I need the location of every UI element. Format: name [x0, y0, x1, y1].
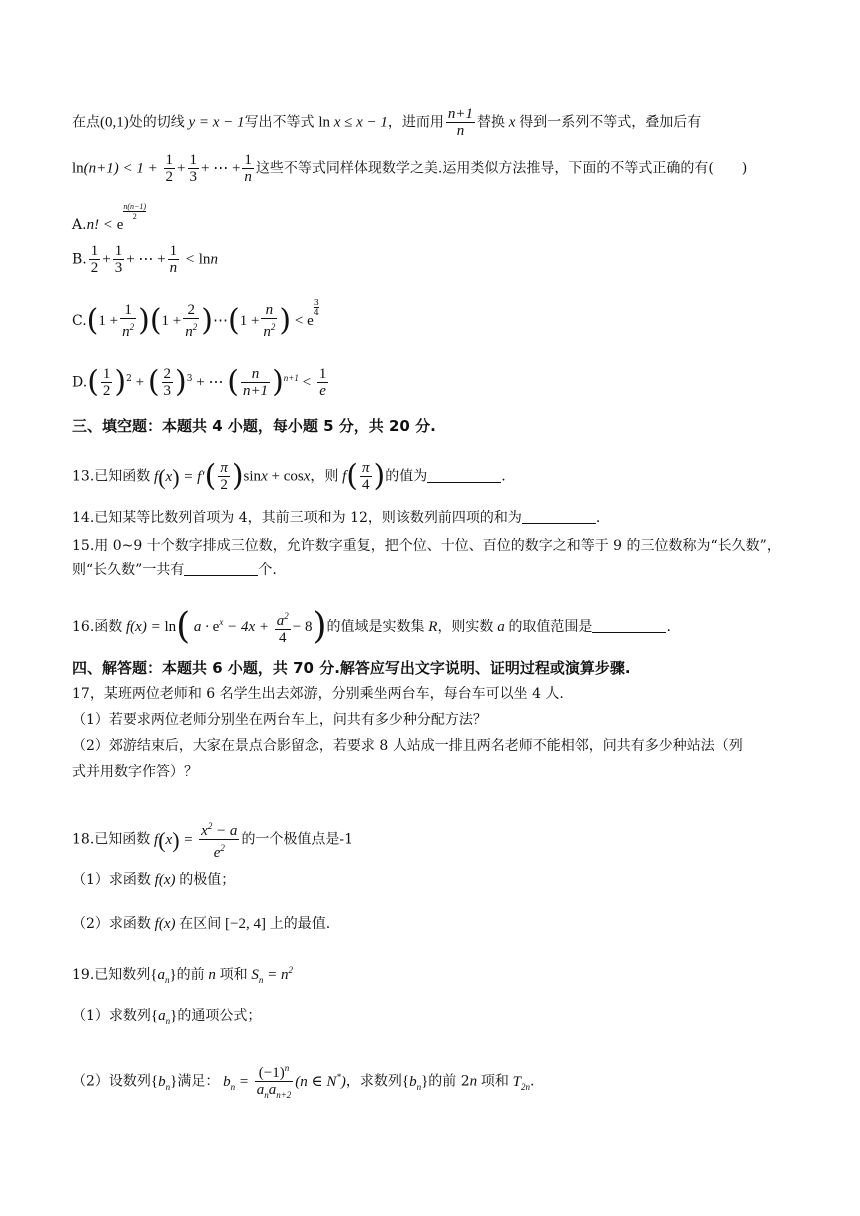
option-c: C.(1 + $\frac{1}{n^2}$ )(1 + $\frac{2}{n^2}$ )⋯(1 + $\frac{n}{n^2}$ ) < e $\frac{3}{4}$: [72, 298, 319, 340]
question-17-part-2-line-2: 式并用数字作答）？: [72, 764, 198, 780]
question-18-part-2: （2）求函数 f(x) 在区间 [−2, 4] 上的最值.: [72, 916, 331, 932]
option-d: D.( $\frac{1}{2}$ )$^2$ + ( $\frac{2}{3}$ )$^3$ + ⋯ ( $\frac{n}{n+1}$ )$^{n+1}$ < $\frac{1}{e}$: [72, 364, 327, 400]
section-3-heading: 三、填空题：本题共 4 小题，每小题 5 分，共 20 分.: [72, 417, 436, 435]
question-19: 19.已知数列$\{a_n\}$的前 n 项和 $S_n = n^2$: [72, 965, 294, 985]
question-19-part-1: （1）求数列$\{a_n\}$的通项公式；: [72, 1008, 262, 1026]
option-a: A.n! < e $\frac{n(n-1)}{2}$: [72, 202, 147, 233]
question-13: 13.已知函数 f(x) = f′( $\frac{\pi}{2}$ )sinx + cosx，则 f( $\frac{\pi}{4}$ )的值为 .: [72, 458, 506, 494]
question-15-line-2: 则“长久数”一共有 个.: [72, 562, 277, 578]
question-19-part-2: （2）设数列$\{b_n\}$满足： $b_n$ = $\frac{(-1)^n}{a_na_{n+2}}$ (n ∈ N*)，求数列$\{b_n\}$的前 2n 项和 $T_{2n}$.: [72, 1060, 800, 1103]
question-17-part-2-line-1: （2）郊游结束后，大家在景点合影留念，若要求 8 人站成一排且两名老师不能相邻，问共有多少种站法（列: [72, 738, 743, 754]
question-17-part-1: （1）若要求两位老师分别坐在两台车上，问共有多少种分配方法？: [72, 712, 487, 728]
answer-blank-16[interactable]: [592, 618, 666, 633]
fraction-n-plus-1-over-n: $\frac{n+1}{n}$: [447, 106, 474, 139]
answer-blank-13[interactable]: [427, 468, 501, 483]
option-b: B. $\frac{1}{2}$ + $\frac{1}{3}$ + ⋯ + $\frac{1}{n}$ < lnn: [72, 243, 218, 276]
question-15-line-1: 15.用 0~9 十个数字排成三位数，允许数字重复，把个位、十位、百位的数字之和等于 9 的三位数称为“长久数”，: [72, 538, 781, 554]
intro-line-2: ln(n+1) < 1 + $\frac{1}{2}$ + $\frac{1}{3}$ + ⋯ + $\frac{1}{n}$ 这些不等式同样体现数学之美.运用类似方法推导，下面的不等式正确的有( ): [72, 152, 748, 185]
answer-blank-15[interactable]: [184, 561, 258, 576]
intro-line-1: 在点(0,1)处的切线 y = x − 1写出不等式 ln x ≤ x − 1，进而用 $\frac{n+1}{n}$ 替换 x 得到一系列不等式，叠加后有: [72, 106, 702, 139]
question-18: 18.已知函数 f(x) = $\frac{x^2 - a}{e^2}$ 的一个极值点是-1: [72, 818, 800, 861]
question-14: 14.已知某等比数列首项为 4，其前三项和为 12，则该数列前四项的和为 .: [72, 510, 601, 526]
answer-blank-14[interactable]: [522, 509, 596, 524]
question-17-stem: 17，某班两位老师和 6 名学生出去郊游，分别乘坐两台车，每台车可以坐 4 人.: [72, 686, 564, 702]
question-16: 16.函数 f(x) = ln( $a \cdot e^x - 4x$ + $\frac{a^2}{4}$ − 8)的值域是实数集 R，则实数 a 的取值范围是 .: [72, 606, 671, 647]
question-18-part-1: （1）求函数 f(x) 的极值；: [72, 872, 236, 888]
section-4-heading: 四、解答题：本题共 6 小题，共 70 分.解答应写出文字说明、证明过程或演算步骤.: [72, 659, 631, 677]
